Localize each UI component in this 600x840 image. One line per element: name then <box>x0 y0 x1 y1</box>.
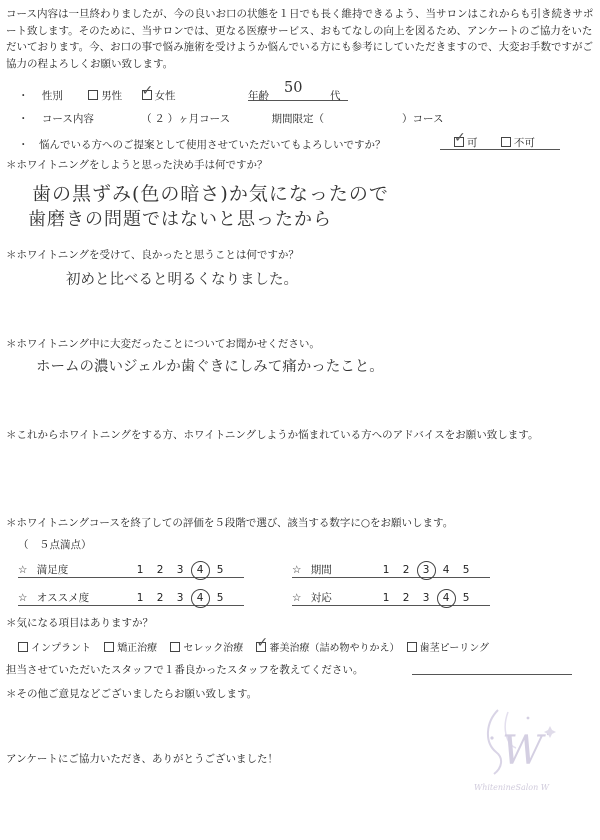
rating-service <box>292 590 490 606</box>
star-icon: ☆ <box>18 592 28 604</box>
gender-row <box>18 88 176 103</box>
course-paren-open: （ <box>141 113 152 125</box>
q1-question: ＊ホワイトニングをしようと思った決め手は何ですか？ <box>6 159 268 171</box>
staff-answer-field[interactable] <box>412 660 572 675</box>
q2-answer[interactable]: 初めと比べると明るくなりました。 <box>66 272 298 288</box>
staff-question: 担当させていただいたスタッフで１番良かったスタッフを教えてください。 <box>6 664 364 676</box>
course-bullet: ・ <box>18 113 29 125</box>
female-checkbox[interactable] <box>142 90 152 100</box>
rating-number[interactable]: 2 <box>402 564 410 576</box>
interest-option[interactable]: セレック治療 <box>170 643 243 654</box>
rating-number[interactable]: 1 <box>382 564 390 576</box>
rating-question: ＊ホワイトニングコースを終了しての評価を５段階で選び、該当する数字に○をお願いします。 <box>6 517 454 529</box>
consent-no-label: 不可 <box>513 137 535 149</box>
rating-number[interactable]: 2 <box>156 564 164 576</box>
rating-number[interactable]: 2 <box>402 592 410 604</box>
male-checkbox[interactable] <box>88 90 98 100</box>
rating-duration <box>292 562 490 578</box>
star-icon: ☆ <box>292 564 302 576</box>
rating-number[interactable]: 5 <box>462 592 470 604</box>
q2-question: ＊ホワイトニングを受けて、良かったと思うことは何ですか？ <box>6 249 299 261</box>
consent-options <box>440 135 560 150</box>
consent-text: ・ 悩んでいる方へのご提案として使用させていただいてもよろしいですか？ <box>18 139 386 151</box>
q4-answer-area[interactable] <box>20 446 580 506</box>
rating-number-selected[interactable]: 3 <box>417 561 436 580</box>
rating-satisfaction <box>18 562 244 578</box>
limited-suffix: ）コース <box>402 113 444 125</box>
rating-scale-note: （ ５点満点） <box>18 539 92 551</box>
course-row <box>18 111 443 126</box>
course-months-field[interactable]: ２ <box>154 113 165 125</box>
q1-answer-line1[interactable]: 歯の黒ずみ(色の暗さ)か気になったので <box>32 183 389 205</box>
interests-question: ＊気になる項目はありますか？ <box>6 617 153 629</box>
interest-checkbox[interactable] <box>18 642 28 652</box>
q3-question: ＊ホワイトニング中に大変だったことについてお聞かせください。 <box>6 338 320 350</box>
rating-number-selected[interactable]: 4 <box>191 589 210 608</box>
rating-service-label: 対応 <box>310 592 332 604</box>
interest-checkbox[interactable] <box>104 642 114 652</box>
interest-checkbox[interactable] <box>170 642 180 652</box>
course-paren-close: ）ヶ月コース <box>167 113 231 125</box>
female-label: 女性 <box>154 90 176 102</box>
age-field[interactable] <box>248 80 348 102</box>
interest-checkbox[interactable] <box>407 642 417 652</box>
rating-number[interactable]: 1 <box>136 592 144 604</box>
interest-checkbox-checked[interactable] <box>256 642 266 652</box>
consent-no-checkbox[interactable] <box>501 137 511 147</box>
salon-logo-icon <box>468 698 578 808</box>
consent-row <box>18 137 386 152</box>
rating-satisfaction-scale[interactable] <box>130 564 230 576</box>
age-label: 年齢 <box>248 90 269 102</box>
rating-duration-scale[interactable] <box>376 564 476 576</box>
star-icon: ☆ <box>292 592 302 604</box>
interest-option[interactable]: 歯茎ピーリング <box>407 643 489 654</box>
rating-satisfaction-label: 満足度 <box>36 564 69 576</box>
rating-recommend <box>18 590 244 606</box>
interest-option[interactable]: ✓ 審美治療（詰め物やりかえ） <box>256 643 399 654</box>
logo-caption: WhitenineSalon W <box>474 783 550 792</box>
q3-answer[interactable]: ホームの濃いジェルか歯ぐきにしみて痛かったこと。 <box>36 359 384 375</box>
rating-number[interactable]: 4 <box>442 564 450 576</box>
rating-number[interactable]: 5 <box>216 564 224 576</box>
age-suffix: 代 <box>330 90 341 102</box>
rating-number-selected[interactable]: 4 <box>191 561 210 580</box>
gender-bullet: ・ <box>18 90 29 102</box>
rating-duration-label: 期間 <box>310 564 332 576</box>
consent-yes-checkbox[interactable] <box>454 137 464 147</box>
other-answer-area[interactable] <box>20 704 450 744</box>
salon-logo <box>468 698 578 808</box>
q1-answer-line2[interactable]: 歯磨きの問題ではないと思ったから <box>28 209 332 230</box>
closing-text: アンケートにご協力いただき、ありがとうございました！ <box>6 753 278 765</box>
rating-number[interactable]: 5 <box>462 564 470 576</box>
star-icon: ☆ <box>18 564 28 576</box>
rating-number[interactable]: 1 <box>136 564 144 576</box>
logo-mark: W <box>502 728 544 774</box>
age-value: 50 <box>284 80 303 96</box>
rating-number[interactable]: 3 <box>176 592 184 604</box>
rating-number[interactable]: 3 <box>176 564 184 576</box>
course-label: コース内容 <box>41 113 94 125</box>
intro-text: コース内容は一旦終わりましたが、今の良いお口の状態を１日でも長く維持できるよう、当サロンはこれからも引き続きサポート致します。そのために、当サロンでは、更なる医療サービス、おもてなしの向上を図るため、アンケートのご協力をいただいております。今、お口の事で悩み施術を受けようか悩んでいる方にも参考にしていただきますので、大変お手数ですがご協力の程よろしくお願い致します。 <box>6 8 594 70</box>
interests-options <box>18 639 489 654</box>
male-label: 男性 <box>101 90 123 102</box>
rating-service-scale[interactable] <box>376 592 476 604</box>
rating-number[interactable]: 2 <box>156 592 164 604</box>
q4-question: ＊これからホワイトニングをする方、ホワイトニングしようか悩まれている方へのアドバイスをお願い致します。 <box>6 429 539 441</box>
rating-number[interactable]: 5 <box>216 592 224 604</box>
rating-recommend-scale[interactable] <box>130 592 230 604</box>
limited-label: 期間限定（ <box>271 113 324 125</box>
rating-number[interactable]: 1 <box>382 592 390 604</box>
other-question: ＊その他ご意見などございましたらお願い致します。 <box>6 688 258 700</box>
interest-option[interactable]: インプラント <box>18 643 91 654</box>
rating-recommend-label: オススメ度 <box>36 592 90 604</box>
consent-yes-label: 可 <box>467 137 478 149</box>
rating-number[interactable]: 3 <box>422 592 430 604</box>
rating-number-selected[interactable]: 4 <box>437 589 456 608</box>
gender-label: 性別 <box>41 90 63 102</box>
interest-option[interactable]: 矯正治療 <box>104 643 157 654</box>
